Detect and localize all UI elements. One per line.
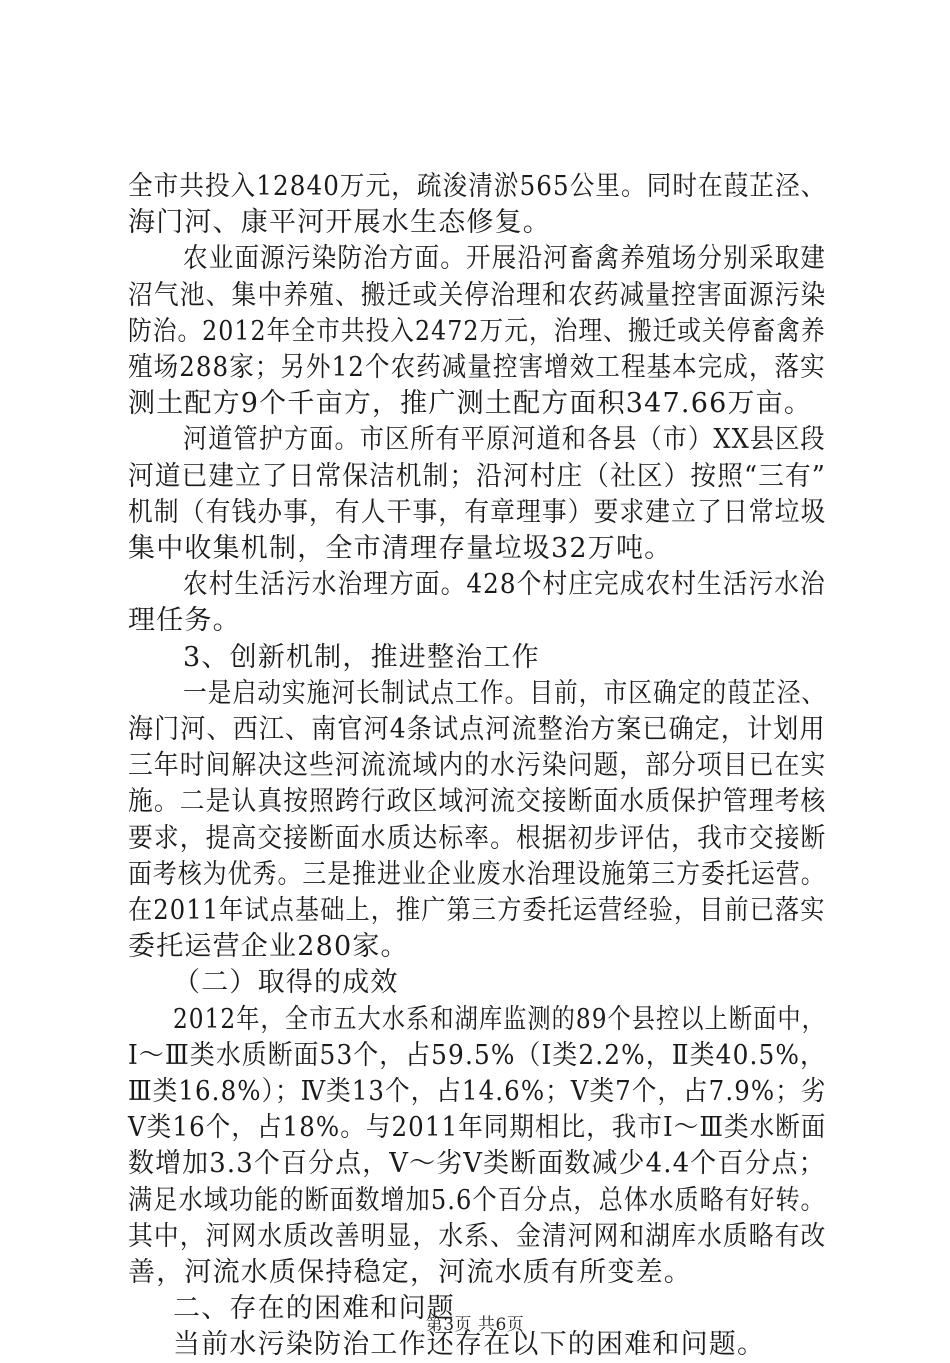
section-heading: 二、存在的困难和问题 [173,1293,455,1325]
text-line: 集中收集机制，全市清理存量垃圾32万吨。 [128,533,673,564]
text-line: 全市共投入12840万元，疏浚清淤565公里。同时在葭芷泾、 [128,171,827,202]
text-line: 农村生活污水治理方面。428个村庄完成农村生活污水治 [183,569,826,601]
text-line: 河道管护方面。市区所有平原河道和各县（市）XX县区段 [183,424,826,456]
text-line: 三年时间解决这些河流流域内的水污染问题，部分项目已在实 [128,750,827,782]
text-line: 要求，提高交接断面水质达标率。根据初步评估，我市交接断 [128,822,827,854]
text-line: 善，河流水质保持稳定，河流水质有所变差。 [128,1257,692,1288]
text-line: 当前水污染防治工作还存在以下的困难和问题。 [173,1329,766,1361]
text-line: 面考核为优秀。三是推进业企业废水治理设施第三方委托运营。 [128,858,826,890]
text-line: 海门河、西江、南官河4条试点河流整治方案已确定，计划用 [128,714,826,745]
text-line: 委托运营企业280家。 [128,931,409,963]
text-line: Ⅴ类16个，占18%。与2011年同期相比，我市Ⅰ～Ⅲ类水断面 [128,1112,827,1144]
text-line: Ⅰ～Ⅲ类水质断面53个，占59.5%（Ⅰ类2.2%，Ⅱ类40.5%， [128,1039,826,1071]
section-heading: （二）取得的成效 [173,967,399,999]
text-line: 河道已建立了日常保洁机制；沿河村庄（社区）按照“三有” [128,460,827,492]
text-line: 一是启动实施河长制试点工作。目前，市区确定的葭芷泾、 [183,677,827,709]
text-line: 满足水域功能的断面数增加5.6个百分点，总体水质略有好转。 [128,1184,826,1216]
text-line: 沼气池、集中养殖、搬迁或关停治理和农药减量控害面源污染 [128,279,827,311]
section-heading: 3、创新机制，推进整治工作 [183,641,540,673]
text-line: 机制（有钱办事，有人干事，有章理事）要求建立了日常垃圾 [128,496,827,528]
text-line: 2012年，全市五大水系和湖库监测的89个县控以上断面中， [173,1003,826,1035]
text-line: 农业面源污染防治方面。开展沿河畜禽养殖场分别采取建 [183,243,827,275]
text-line: 殖场288家；另外12个农药减量控害增效工程基本完成，落实 [128,352,826,383]
text-line: 其中，河网水质改善明显，水系、金清河网和湖库水质略有改 [128,1220,827,1252]
text-line: 数增加3.3个百分点，Ⅴ～劣Ⅴ类断面数减少4.4个百分点； [128,1148,826,1180]
text-line: 施。二是认真按照跨行政区域河流交接断面水质保护管理考核 [128,786,827,818]
text-line: Ⅲ类16.8%）；Ⅳ类13个，占14.6%；Ⅴ类7个，占7.9%；劣 [128,1076,827,1107]
text-line: 防治。2012年全市共投入2472万元，治理、搬迁或关停畜禽养 [128,315,826,347]
text-line: 在2011年试点基础上，推广第三方委托运营经验，目前已落实 [128,895,826,926]
text-line: 测土配方9个千亩方，推广测土配方面积347.66万亩。 [128,388,813,420]
text-line: 海门河、康平河开展水生态修复。 [128,207,551,239]
page-number-footer: 第3页 共6页 [425,1315,525,1335]
text-line: 理任务。 [128,605,241,637]
